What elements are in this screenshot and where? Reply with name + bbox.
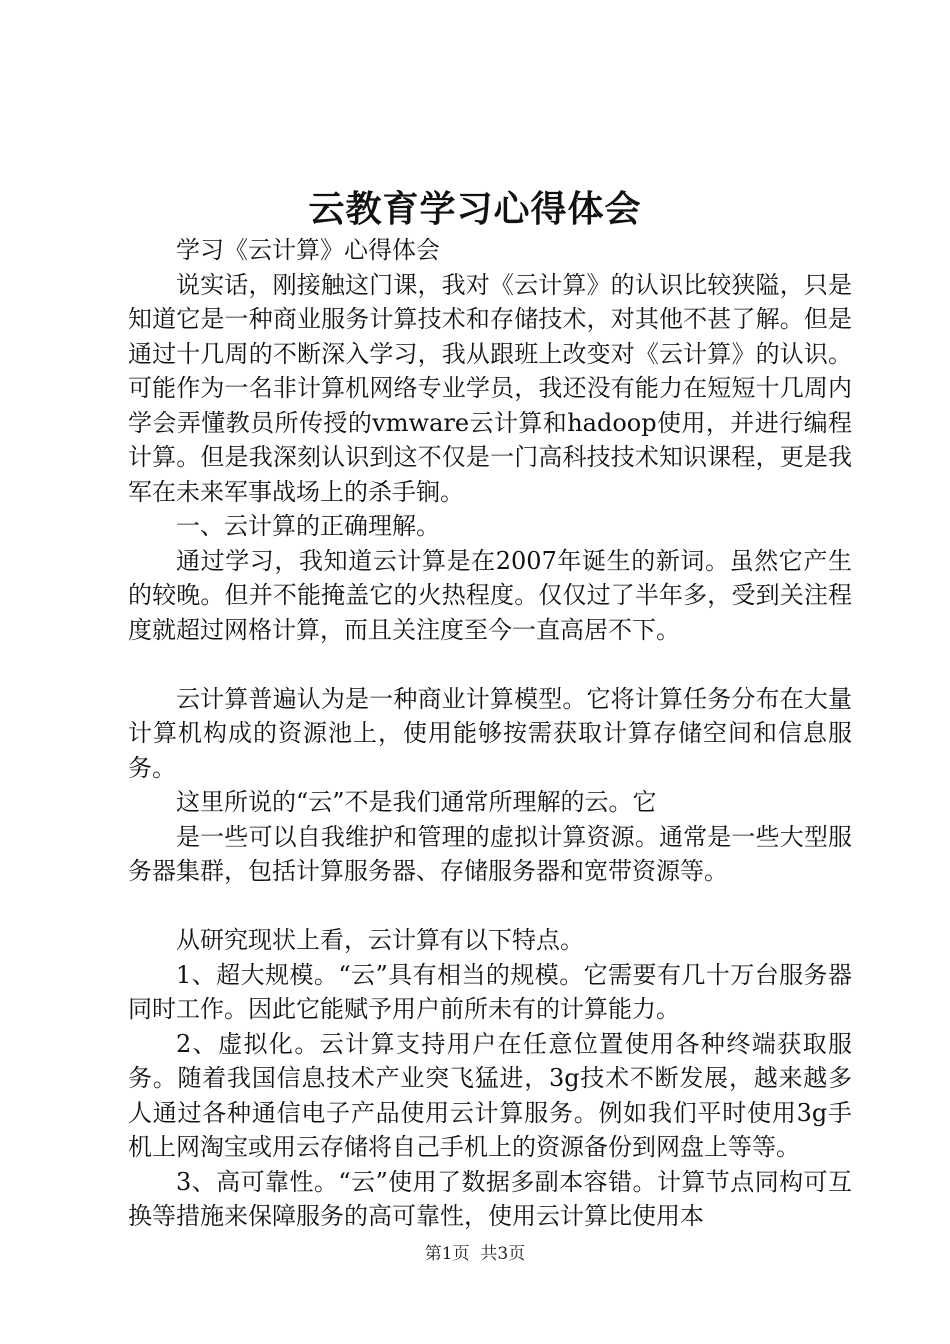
page-number: 第1页	[424, 1244, 470, 1264]
section-heading-1: 一、云计算的正确理解。	[176, 512, 440, 540]
feature-item-virtualization: 2、虚拟化。云计算支持用户在任意位置使用各种终端获取服务。随着我国信息技术产业突飞猛进，3g技术不断发展，越来越多人通过各种通信电子产品使用云计算服务。例如我们平时使用3g手机上网淘宝或用云存储将自己手机上的资源备份到网盘上等等。	[128, 1029, 852, 1161]
feature-item-reliability: 3、高可靠性。“云”使用了数据多副本容错。计算节点同构可互换等措施来保障服务的高可靠性，使用云计算比使用本	[128, 1167, 852, 1230]
paragraph-model: 云计算普遍认为是一种商业计算模型。它将计算任务分布在大量计算机构成的资源池上，使用能够按需获取计算存储空间和信息服务。	[128, 684, 852, 782]
paragraph-history: 通过学习，我知道云计算是在2007年诞生的新词。虽然它产生的较晚。但并不能掩盖它的火热程度。仅仅过了半年多，受到关注程度就超过网格计算，而且关注度至今一直高居不下。	[128, 546, 852, 644]
paragraph-cloud-meaning: 这里所说的“云”不是我们通常所理解的云。它	[176, 788, 657, 816]
feature-item-scale: 1、超大规模。“云”具有相当的规模。它需要有几十万台服务器同时工作。因此它能赋予用户前所未有的计算能力。	[128, 960, 852, 1023]
paragraph-gap	[128, 647, 852, 682]
document-title: 云教育学习心得体会	[308, 188, 642, 230]
paragraph-intro: 说实话，刚接触这门课，我对《云计算》的认识比较狭隘，只是知道它是一种商业服务计算技术和存储技术，对其他不甚了解。但是通过十几周的不断深入学习，我从跟班上改变对《云计算》的认识。可能作为一名非计算机网络专业学员，我还没有能力在短短十几周内学会弄懂教员所传授的vmware云计算和hadoop使用，并进行编程计算。但是我深刻认识到这不仅是一门高科技技术知识课程，更是我军在未来军事战场上的杀手锏。	[128, 270, 852, 506]
paragraph-cloud-resources: 是一些可以自我维护和管理的虚拟计算资源。通常是一些大型服务器集群，包括计算服务器、存储服务器和宽带资源等。	[128, 822, 852, 885]
page-total: 共3页	[480, 1244, 526, 1264]
page-footer	[0, 1242, 950, 1266]
paragraph-gap	[128, 889, 852, 924]
document-body	[128, 233, 852, 1234]
paragraph-features-intro: 从研究现状上看，云计算有以下特点。	[176, 926, 584, 954]
paragraph-subtitle: 学习《云计算》心得体会	[176, 236, 440, 264]
